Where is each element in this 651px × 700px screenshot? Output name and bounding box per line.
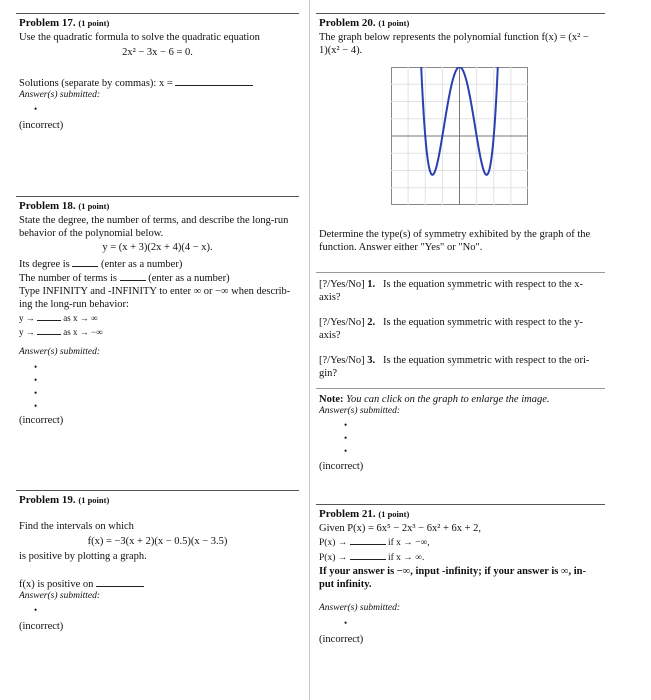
answer-bullet: • bbox=[34, 362, 38, 372]
problem-17-status: (incorrect) bbox=[19, 120, 64, 131]
problem-18-submitted: Answer(s) submitted: bbox=[19, 347, 101, 357]
problem-17-submitted: Answer(s) submitted: bbox=[19, 90, 101, 100]
problem-21-instruction-2: put infinity. bbox=[319, 579, 372, 590]
problem-19-submitted: Answer(s) submitted: bbox=[19, 591, 101, 601]
problem-18-rule bbox=[16, 196, 299, 197]
question-1: [?/Yes/No] 1. Is the equation symmetric with respect to the x- bbox=[319, 279, 584, 290]
determine-2: function. Answer either "Yes" or "No". bbox=[319, 242, 483, 253]
problem-20-bullets bbox=[316, 421, 605, 456]
note: Note: You can click on the graph to enlarge the image. bbox=[319, 394, 550, 405]
question-3: [?/Yes/No] 3. Is the equation symmetric with respect to the ori- bbox=[319, 355, 590, 366]
problem-20-body bbox=[316, 228, 605, 472]
problem-20 bbox=[316, 13, 605, 57]
problem-18-prompt-1: State the degree, the number of terms, and describe the long-run bbox=[19, 215, 289, 226]
problem-19-prompt: Find the intervals on which bbox=[19, 521, 134, 532]
degree-input[interactable] bbox=[72, 257, 98, 267]
problem-20-prompt-1: The graph below represents the polynomial function f(x) = (x² − bbox=[319, 32, 589, 43]
positive-row: f(x) is positive on bbox=[19, 577, 299, 591]
long-run-input-2[interactable] bbox=[37, 325, 61, 335]
problem-20-prompt-2: 1)(x² − 4). bbox=[319, 45, 363, 56]
terms-row: The number of terms is (enter as a number) bbox=[19, 273, 230, 284]
long-run-row-1: y → as x → ∞ bbox=[19, 313, 98, 323]
terms-input[interactable] bbox=[120, 271, 146, 281]
problem-19-after: is positive by plotting a graph. bbox=[19, 551, 147, 562]
problem-20-rule bbox=[316, 13, 605, 14]
problem-20-title: Problem 20. (1 point) bbox=[319, 17, 410, 29]
answer-bullet: • bbox=[344, 433, 348, 443]
problem-18-instruction-1: Type INFINITY and -INFINITY to enter ∞ or −∞ when describ- bbox=[19, 286, 291, 297]
answer-bullet: • bbox=[34, 388, 38, 398]
problem-17-solutions bbox=[19, 76, 299, 90]
problem-19-rule bbox=[16, 490, 299, 491]
problem-18-equation: y = (x + 3)(2x + 4)(4 − x). bbox=[102, 242, 213, 253]
problem-17-equation: 2x² − 3x − 6 = 0. bbox=[122, 47, 193, 58]
problem-21-instruction-1: If your answer is −∞, input -infinity; if your answer is ∞, in- bbox=[319, 566, 586, 577]
limit-row-1: P(x) → if x → −∞, bbox=[319, 535, 605, 550]
problem-18 bbox=[16, 196, 299, 426]
problem-18-bullets bbox=[16, 363, 299, 411]
questions-rule bbox=[316, 272, 605, 273]
note-rule bbox=[316, 388, 605, 389]
problem-19 bbox=[16, 490, 299, 632]
answer-bullet: • bbox=[34, 375, 38, 385]
answer-bullet: • bbox=[344, 420, 348, 430]
question-1-select[interactable]: [?/Yes/No] bbox=[319, 279, 365, 290]
column-divider bbox=[309, 0, 310, 700]
answer-bullet: • bbox=[34, 401, 38, 411]
problem-21-submitted: Answer(s) submitted: bbox=[319, 603, 401, 613]
question-3-select[interactable]: [?/Yes/No] bbox=[319, 355, 365, 366]
problem-18-title: Problem 18. (1 point) bbox=[19, 200, 110, 212]
problem-19-status: (incorrect) bbox=[19, 621, 64, 632]
problem-20-status: (incorrect) bbox=[319, 461, 364, 472]
problem-20-submitted: Answer(s) submitted: bbox=[319, 406, 401, 416]
limit-row-2: P(x) → if x → ∞. bbox=[319, 550, 605, 565]
problem-21-rule bbox=[316, 504, 605, 505]
question-2-select[interactable]: [?/Yes/No] bbox=[319, 317, 365, 328]
problem-18-instruction-2: ing the long-run behavior: bbox=[19, 299, 129, 310]
problem-21-given: Given P(x) = 6x⁵ − 2x³ − 6x² + 6x + 2, bbox=[319, 523, 482, 534]
answer-bullet: • bbox=[34, 104, 38, 114]
problem-17 bbox=[16, 13, 299, 131]
problem-18-prompt-2: behavior of the polynomial below. bbox=[19, 228, 164, 239]
limit-input-1[interactable] bbox=[350, 535, 386, 545]
long-run-input-1[interactable] bbox=[37, 311, 61, 321]
problem-19-equation: f(x) = −3(x + 2)(x − 0.5)(x − 3.5) bbox=[87, 536, 228, 547]
problem-18-status: (incorrect) bbox=[19, 415, 64, 426]
problem-21 bbox=[316, 504, 605, 645]
long-run-row-2: y → as x → −∞ bbox=[19, 327, 103, 337]
question-2-line-2: axis? bbox=[319, 330, 341, 341]
question-1-line-2: axis? bbox=[319, 292, 341, 303]
positive-interval-input[interactable] bbox=[96, 577, 144, 587]
answer-bullet: • bbox=[344, 618, 348, 628]
determine-1: Determine the type(s) of symmetry exhibited by the graph of the bbox=[319, 229, 591, 240]
limit-input-2[interactable] bbox=[350, 550, 386, 560]
answer-bullet: • bbox=[34, 605, 38, 615]
question-2: [?/Yes/No] 2. Is the equation symmetric with respect to the y- bbox=[319, 317, 584, 328]
problem-17-title: Problem 17. (1 point) bbox=[19, 17, 110, 29]
question-3-line-2: gin? bbox=[319, 368, 338, 379]
problem-19-title: Problem 19. (1 point) bbox=[19, 494, 110, 506]
answer-bullet: • bbox=[344, 446, 348, 456]
solutions-input[interactable] bbox=[175, 76, 253, 86]
polynomial-graph[interactable] bbox=[391, 67, 528, 205]
problem-17-prompt: Use the quadratic formula to solve the quadratic equation bbox=[19, 32, 260, 43]
problem-17-rule bbox=[16, 13, 299, 14]
solutions-label: Solutions (separate by commas): x = bbox=[19, 78, 173, 89]
problem-21-status: (incorrect) bbox=[319, 634, 364, 645]
problem-21-title: Problem 21. (1 point) bbox=[319, 508, 410, 520]
degree-row: Its degree is (enter as a number) bbox=[19, 259, 183, 270]
